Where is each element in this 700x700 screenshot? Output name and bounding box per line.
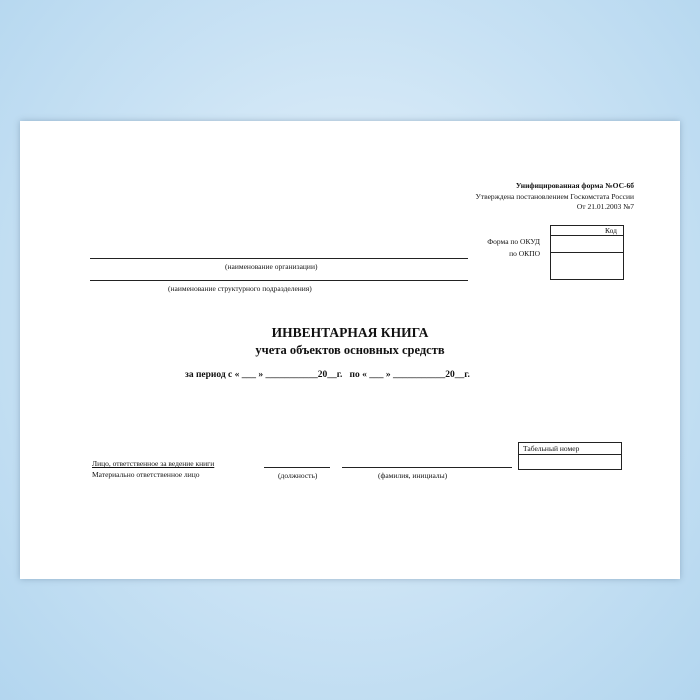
position-line[interactable] [264, 467, 330, 468]
unified-form-label: Унифицированная форма №ОС-6б [515, 181, 634, 190]
name-caption: (фамилия, инициалы) [378, 471, 448, 480]
department-line[interactable] [90, 280, 468, 281]
okpo-label: по ОКПО [509, 249, 540, 258]
okpo-code-cell[interactable] [551, 253, 624, 280]
form-header [475, 181, 634, 213]
approval-date: От 21.01.2003 №7 [576, 202, 634, 211]
organization-line[interactable] [90, 258, 468, 259]
tab-number-cell[interactable] [519, 455, 622, 470]
codes-column-header: Код [551, 226, 624, 236]
name-line[interactable] [342, 467, 512, 468]
organization-caption: (наименование организации) [225, 262, 318, 271]
tab-number-header: Табельный номер [519, 443, 622, 455]
okud-label: Форма по ОКУД [487, 237, 540, 246]
material-person-label: Материально ответственное лицо [92, 470, 200, 479]
period-line[interactable]: за период с « ___ » ___________20__г. по « ___ » ___________20__г. [185, 370, 470, 380]
department-caption: (наименование структурного подразделения) [168, 284, 312, 293]
codes-table [550, 225, 624, 280]
tab-number-table [518, 442, 622, 470]
responsible-person-label: Лицо, ответственное за ведение книги [92, 459, 215, 468]
book-title: ИНВЕНТАРНАЯ КНИГА [271, 325, 429, 340]
position-caption: (должность) [278, 471, 318, 480]
form-sheet [20, 121, 680, 579]
book-subtitle: учета объектов основных средств [255, 343, 445, 357]
approval-label: Утверждена постановлением Госкомстата России [475, 191, 634, 201]
okud-code-cell[interactable] [551, 236, 624, 253]
